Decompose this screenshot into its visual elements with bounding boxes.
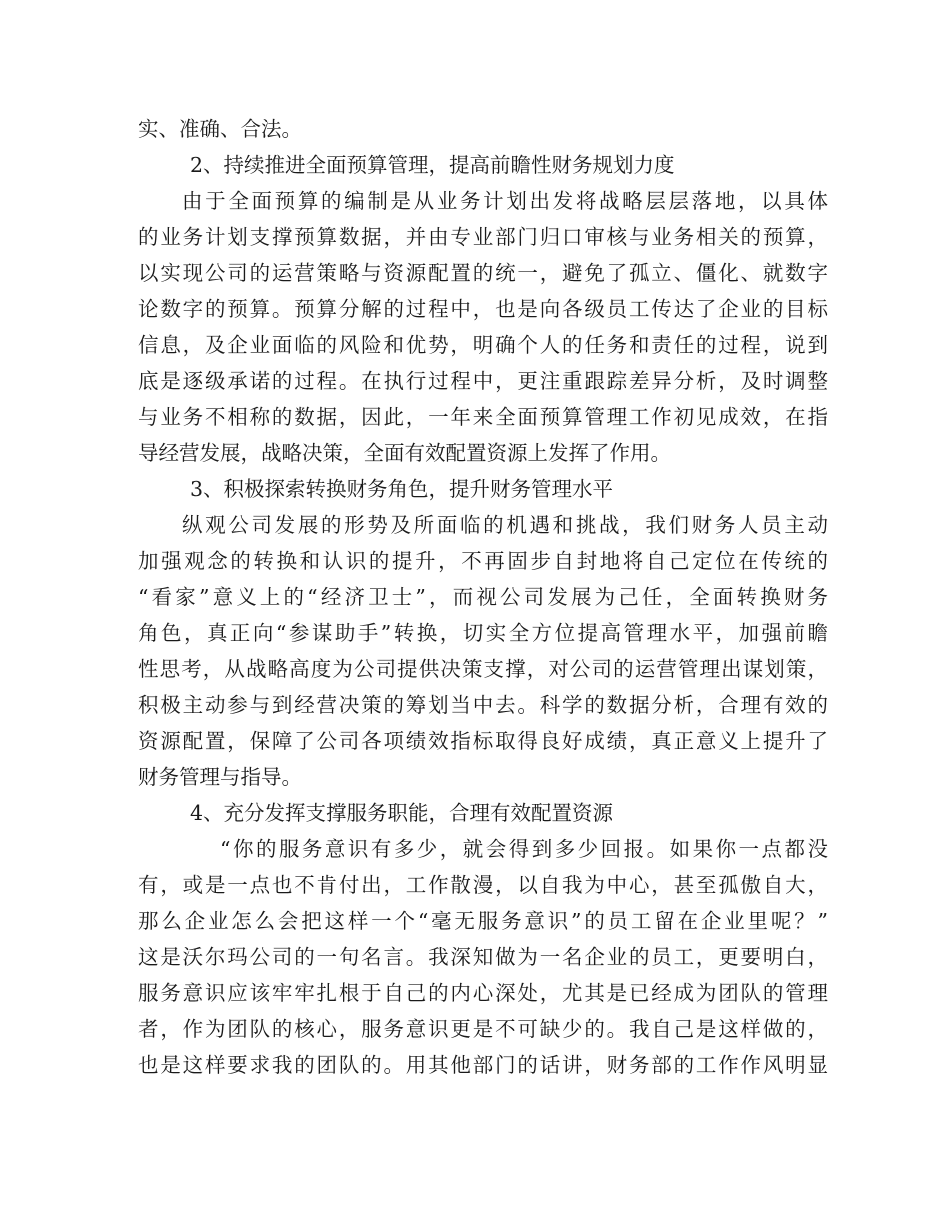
text-line: 实、准确、合法。	[138, 117, 302, 141]
text-line: 者，作为团队的核心，服务意识更是不可缺少的。我自己是这样做的，	[138, 1017, 828, 1041]
text-line: “看家”意义上的“经济卫士”，而视公司发展为己任，全面转换财务	[138, 585, 828, 609]
text-line: 那么企业怎么会把这样一个“毫无服务意识”的员工留在企业里呢？”	[138, 909, 828, 933]
text-line: 信息，及企业面临的风险和优势，明确个人的任务和责任的过程，说到	[138, 333, 828, 357]
text-line: 纵观公司发展的形势及所面临的机遇和挑战，我们财务人员主动	[182, 513, 828, 537]
text-line: 加强观念的转换和认识的提升，不再固步自封地将自己定位在传统的	[138, 549, 828, 573]
text-line: 积极主动参与到经营决策的筹划当中去。科学的数据分析，合理有效的	[138, 693, 828, 717]
document-body	[138, 111, 828, 1083]
text-line: 由于全面预算的编制是从业务计划出发将战略层层落地，以具体	[182, 189, 828, 213]
text-line: 底是逐级承诺的过程。在执行过程中，更注重跟踪差异分析，及时调整	[138, 369, 828, 393]
text-line: 性思考，从战略高度为公司提供决策支撑，对公司的运营管理出谋划策，	[138, 657, 828, 681]
text-line: “你的服务意识有多少，就会得到多少回报。如果你一点都没	[220, 837, 828, 861]
text-line: 资源配置，保障了公司各项绩效指标取得良好成绩，真正意义上提升了	[138, 729, 828, 753]
text-line: 与业务不相称的数据，因此，一年来全面预算管理工作初见成效，在指	[138, 405, 828, 429]
text-line: 有，或是一点也不肯付出，工作散漫，以自我为中心，甚至孤傲自大，	[138, 873, 828, 897]
text-line: 服务意识应该牢牢扎根于自己的内心深处，尤其是已经成为团队的管理	[138, 981, 828, 1005]
text-line: 论数字的预算。预算分解的过程中，也是向各级员工传达了企业的目标	[138, 297, 828, 321]
text-line: 以实现公司的运营策略与资源配置的统一，避免了孤立、僵化、就数字	[138, 261, 828, 285]
section-heading: 3、积极探索转换财务角色，提升财务管理水平	[190, 477, 614, 501]
text-line: 的业务计划支撑预算数据，并由专业部门归口审核与业务相关的预算，	[138, 225, 828, 249]
section-heading: 4、充分发挥支撑服务职能，合理有效配置资源	[190, 801, 614, 825]
text-line: 财务管理与指导。	[138, 765, 302, 789]
text-line: 这是沃尔玛公司的一句名言。我深知做为一名企业的员工，更要明白，	[138, 945, 828, 969]
text-line: 导经营发展，战略决策，全面有效配置资源上发挥了作用。	[138, 441, 671, 465]
text-line: 角色，真正向“参谋助手”转换，切实全方位提高管理水平，加强前瞻	[138, 621, 828, 645]
section-heading: 2、持续推进全面预算管理，提高前瞻性财务规划力度	[190, 153, 675, 177]
text-line: 也是这样要求我的团队的。用其他部门的话讲，财务部的工作作风明显	[138, 1053, 828, 1077]
